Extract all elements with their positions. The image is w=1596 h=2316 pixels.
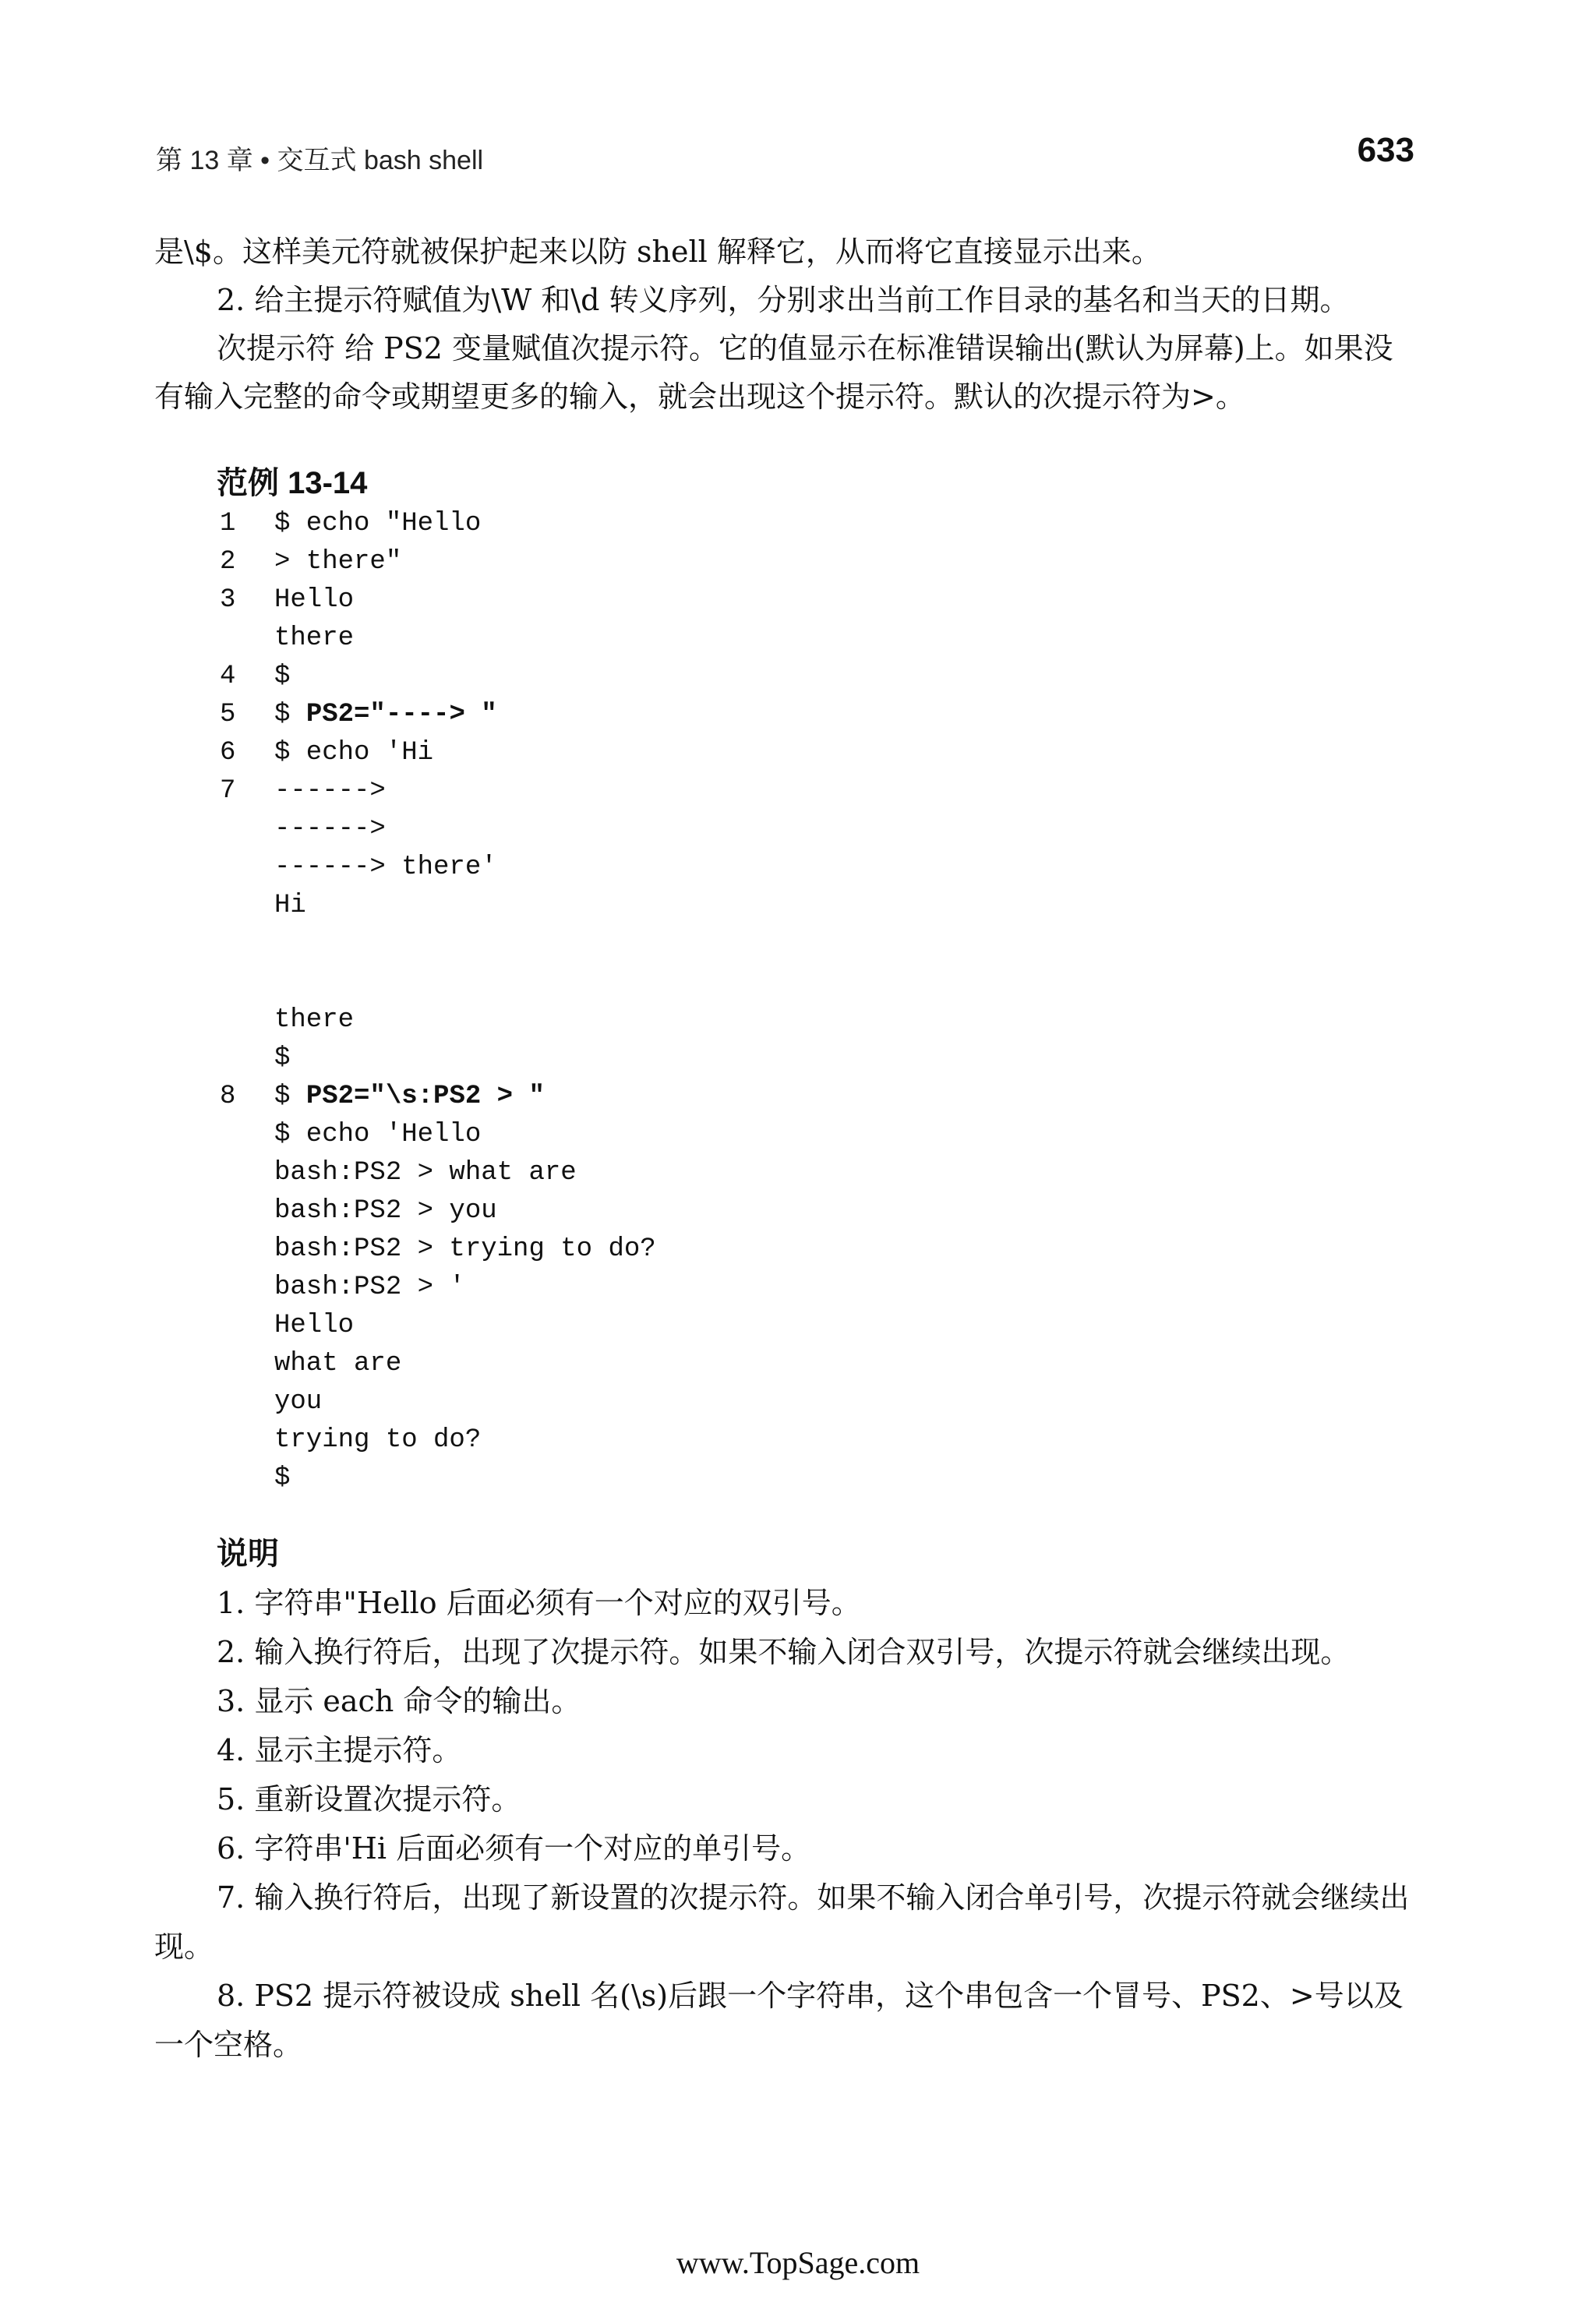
code-text-plain: there: [274, 1005, 355, 1035]
code-text-plain: what are: [274, 1349, 402, 1379]
page-number: 633: [1357, 131, 1414, 169]
code-text-plain: > there": [274, 547, 402, 577]
code-line: [220, 1421, 1311, 1460]
code-line: [220, 1383, 1311, 1421]
note-item: 1. 字符串"Hello 后面必须有一个对应的双引号。: [217, 1586, 861, 1620]
code-line: [220, 772, 1311, 810]
footer-url: www.TopSage.com: [676, 2245, 920, 2280]
code-line: [220, 1154, 1311, 1192]
note-item: 7. 输入换行符后，出现了新设置的次提示符。如果不输入闭合单引号，次提示符就会继续出现。: [154, 1880, 1410, 1964]
code-text-plain: $: [274, 1043, 291, 1073]
code-text-plain: there: [274, 623, 355, 653]
code-text: [274, 658, 290, 696]
code-text-bold: PS2="----> ": [305, 700, 497, 729]
code-line: [220, 734, 1311, 772]
code-text-plain: bash:PS2 > ': [274, 1273, 465, 1302]
line-number: 3: [220, 585, 236, 615]
line-number: 4: [220, 662, 236, 691]
code-text-plain: bash:PS2 > you: [274, 1196, 497, 1226]
line-number: 2: [220, 547, 236, 577]
paragraph: 次提示符 给 PS2 变量赋值次提示符。它的值显示在标准错误输出(默认为屏幕)上。如果没有输入完整的命令或期望更多的输入，就会出现这个提示符。默认的次提示符为>。: [154, 331, 1393, 414]
line-number: 5: [220, 700, 236, 729]
code-text: [274, 505, 481, 543]
code-text: [274, 1154, 577, 1192]
code-text-plain: Hello: [274, 585, 355, 615]
code-text: [274, 1307, 354, 1345]
note-item: 2. 输入换行符后，出现了次提示符。如果不输入闭合双引号，次提示符就会继续出现。: [217, 1635, 1351, 1669]
line-number: 6: [220, 738, 236, 768]
code-text-plain: Hello: [274, 1311, 355, 1340]
code-line: [220, 1307, 1311, 1345]
note-item: 4. 显示主提示符。: [217, 1733, 462, 1767]
code-text-plain: ------>: [274, 814, 386, 844]
code-text: [274, 734, 433, 772]
code-text: [274, 810, 386, 849]
note-item: 8. PS2 提示符被设成 shell 名(\s)后跟一个字符串，这个串包含一个冒号、PS2、>号以及一个空格。: [154, 1979, 1404, 2062]
notes-list: [154, 1579, 1417, 2070]
code-text: [274, 887, 306, 925]
code-text: [274, 1078, 545, 1116]
notes-title: 说明: [217, 1535, 279, 1572]
code-text: [274, 1116, 481, 1154]
chapter-title: 第 13 章 • 交互式 bash shell: [156, 146, 484, 175]
code-line: [220, 620, 1311, 658]
code-text-plain: $: [274, 1082, 306, 1111]
code-line: [220, 1116, 1311, 1154]
code-text: [274, 1345, 401, 1383]
code-line: [220, 925, 1311, 963]
code-text-plain: $: [274, 700, 306, 729]
paragraph: 2. 给主提示符赋值为\W 和\d 转义序列，分别求出当前工作目录的基名和当天的日期。: [217, 283, 1350, 317]
code-text-plain: Hi: [274, 891, 306, 920]
code-line: [220, 1192, 1311, 1230]
code-text-plain: $: [274, 662, 291, 691]
code-text-plain: bash:PS2 > trying to do?: [274, 1234, 656, 1264]
code-text: [274, 1383, 322, 1421]
code-text: [274, 1230, 656, 1269]
code-text: [274, 772, 386, 810]
code-line: [220, 1269, 1311, 1307]
body-text: [154, 228, 1417, 421]
code-text-bold: PS2="\s:PS2 > ": [305, 1082, 545, 1111]
code-line: [220, 543, 1311, 581]
code-text-plain: trying to do?: [274, 1425, 482, 1455]
code-line: [220, 1078, 1311, 1116]
example-title: 范例 13-14: [217, 466, 368, 500]
line-number: 1: [220, 509, 236, 538]
code-text-plain: $: [274, 1463, 291, 1493]
code-text-plain: ------>: [274, 776, 386, 806]
code-text-plain: ------> there': [274, 853, 497, 882]
code-line: [220, 581, 1311, 620]
code-text: [274, 1269, 465, 1307]
code-line: [220, 849, 1311, 887]
code-text-plain: $ echo 'Hello: [274, 1120, 482, 1149]
line-number: 7: [220, 776, 236, 806]
code-text: [274, 1421, 481, 1460]
code-line: [220, 810, 1311, 849]
code-text: [274, 696, 497, 734]
code-line: [220, 658, 1311, 696]
code-listing: [220, 505, 1311, 1498]
code-text-plain: bash:PS2 > what are: [274, 1158, 577, 1188]
note-item: 6. 字符串'Hi 后面必须有一个对应的单引号。: [217, 1831, 811, 1866]
code-text: [274, 543, 401, 581]
code-text: [274, 1460, 290, 1498]
code-line: [220, 505, 1311, 543]
code-line: [220, 887, 1311, 925]
code-text-plain: $ echo "Hello: [274, 509, 482, 538]
code-text-plain: you: [274, 1387, 323, 1417]
code-text-plain: $ echo 'Hi: [274, 738, 434, 768]
code-line: [220, 963, 1311, 1001]
code-text: [274, 620, 354, 658]
code-text: [274, 849, 497, 887]
code-line: [220, 1230, 1311, 1269]
page-header: [156, 131, 1414, 178]
code-line: [220, 1001, 1311, 1040]
note-item: 3. 显示 each 命令的输出。: [217, 1684, 581, 1718]
code-line: [220, 696, 1311, 734]
note-item: 5. 重新设置次提示符。: [217, 1782, 521, 1816]
code-line: [220, 1345, 1311, 1383]
line-number: 8: [220, 1082, 236, 1111]
code-text: [274, 1040, 290, 1078]
code-text: [274, 1192, 497, 1230]
code-line: [220, 1040, 1311, 1078]
code-text: [274, 1001, 354, 1040]
code-text: [274, 581, 354, 620]
paragraph: 是\$。这样美元符就被保护起来以防 shell 解释它，从而将它直接显示出来。: [154, 235, 1161, 269]
code-line: [220, 1460, 1311, 1498]
